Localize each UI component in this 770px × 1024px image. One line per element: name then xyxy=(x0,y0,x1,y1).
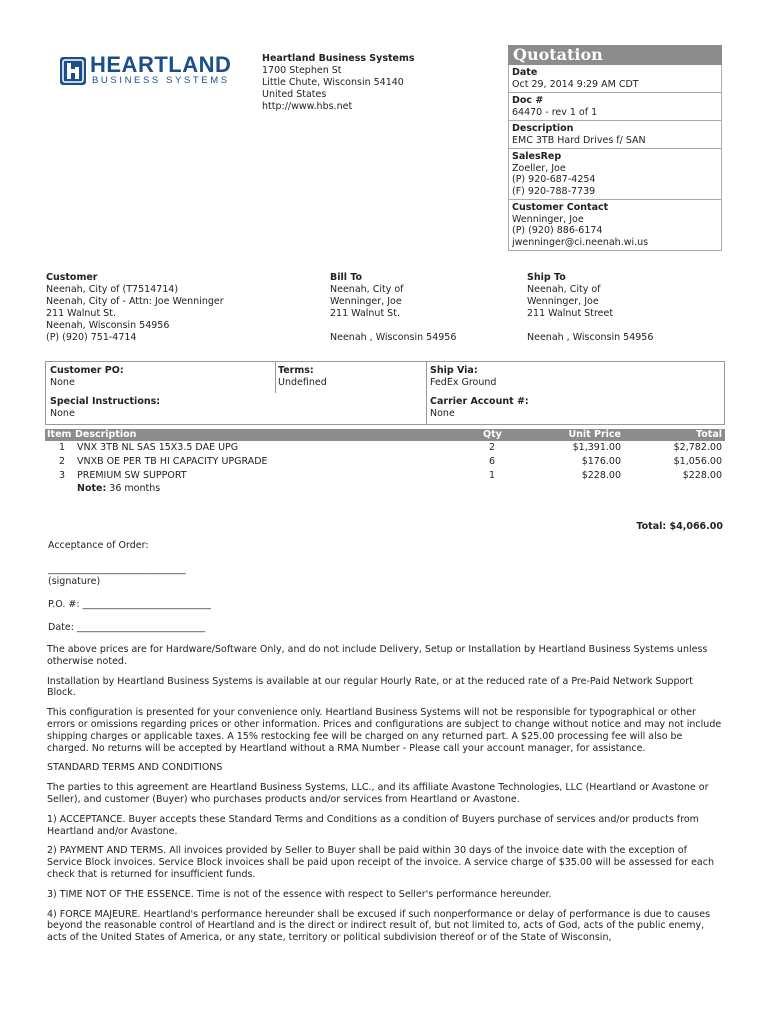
signature-line[interactable]: _____________________________ xyxy=(48,564,186,575)
customer-line4: Neenah, Wisconsin 54956 xyxy=(46,320,170,331)
customer-line3: 211 Walnut St. xyxy=(46,308,116,319)
item-total: $2,782.00 xyxy=(673,442,722,453)
doc-label: Doc # xyxy=(512,95,544,106)
contact-phone: (P) (920) 886-6174 xyxy=(512,225,603,236)
heartland-logo-icon xyxy=(60,57,86,85)
item-qty: 1 xyxy=(489,470,496,481)
bill-to-label: Bill To xyxy=(330,272,363,283)
quotation-panel xyxy=(508,45,722,251)
bill-to-line4: Neenah , Wisconsin 54956 xyxy=(330,332,457,343)
terms-label: Terms: xyxy=(278,365,314,376)
customer-label: Customer xyxy=(46,272,98,283)
order-info-box xyxy=(45,361,725,425)
item-description: VNXB OE PER TB HI CAPACITY UPGRADE xyxy=(77,456,268,467)
customer-po-cell xyxy=(50,365,124,389)
company-address-line1: 1700 Stephen St xyxy=(262,65,342,76)
quotation-title: Quotation xyxy=(508,45,722,65)
terms-cell xyxy=(278,365,327,389)
contact-name: Wenninger, Joe xyxy=(512,213,584,225)
item-description: VNX 3TB NL SAS 15X3.5 DAE UPG xyxy=(77,442,239,453)
quotation-date-cell xyxy=(508,65,722,93)
terms-paragraph: 1) ACCEPTANCE. Buyer accepts these Standard Terms and Conditions as a condition of Buyers purchase of services and/or products from Heartland and/or Avastone. xyxy=(47,813,699,837)
terms-paragraph: Installation by Heartland Business Systems is available at our regular Hourly Rate, or at the reduced rate of a Pre-Paid Network Support Block. xyxy=(47,675,693,699)
company-address-block xyxy=(262,53,415,113)
company-website[interactable]: http://www.hbs.net xyxy=(262,101,353,112)
quotation-doc-cell xyxy=(508,93,722,121)
quotation-salesrep-cell xyxy=(508,149,722,200)
grand-total-value: $4,066.00 xyxy=(669,521,723,532)
company-address-line2: Little Chute, Wisconsin 54140 xyxy=(262,77,404,88)
table-header xyxy=(45,429,725,441)
grand-total xyxy=(636,521,723,532)
doc-value: 64470 - rev 1 of 1 xyxy=(512,106,598,118)
salesrep-label: SalesRep xyxy=(512,151,562,162)
company-name: Heartland Business Systems xyxy=(262,53,415,64)
customer-line1: Neenah, City of (T7514714) xyxy=(46,284,179,295)
terms-heading: STANDARD TERMS AND CONDITIONS xyxy=(47,762,223,774)
item-note-label: Note: xyxy=(77,483,107,494)
company-country: United States xyxy=(262,89,327,100)
ship-to-line2: Wenninger, Joe xyxy=(527,296,599,307)
ship-to-label: Ship To xyxy=(527,272,566,283)
customer-po-label: Customer PO: xyxy=(50,365,124,376)
bill-to-block xyxy=(330,272,456,344)
item-note-value: 36 months xyxy=(109,483,161,494)
special-instructions-label: Special Instructions: xyxy=(50,396,161,407)
item-note xyxy=(77,483,160,495)
ship-via-value: FedEx Ground xyxy=(430,377,497,388)
terms-paragraph: 4) FORCE MAJEURE. Heartland's performance hereunder shall be excused if such nonperformance or delay of performance is due to causes beyond the reasonable control of Heartland and is the direct or indirect result of, but not limited to, acts of God, acts of the public enemy, acts of the United States of America, or any state, territory or political subdivision thereof or of the State of Wisconsin, xyxy=(47,908,711,944)
company-logo xyxy=(60,52,248,89)
carrier-account-label: Carrier Account #: xyxy=(430,396,529,407)
line-items-table xyxy=(45,429,725,495)
special-instructions-value: None xyxy=(50,408,75,419)
bill-to-line3: 211 Walnut St. xyxy=(330,308,400,319)
header-item: Item xyxy=(47,429,72,440)
item-note-row xyxy=(45,483,725,495)
ship-to-line4: Neenah , Wisconsin 54956 xyxy=(527,332,654,343)
item-number: 2 xyxy=(59,456,66,467)
terms-paragraph: The above prices are for Hardware/Software Only, and do not include Delivery, Setup or Installation by Heartland Business Systems unless otherwise noted. xyxy=(47,644,708,667)
acceptance-block xyxy=(48,540,211,634)
table-row xyxy=(45,469,725,483)
special-instructions-cell xyxy=(50,396,160,420)
item-qty: 2 xyxy=(489,442,496,453)
terms-paragraph: The parties to this agreement are Heartland Business Systems, LLC., and its affiliate Avastone Technologies, LLC (Heartland or Avastone or Seller), and customer (Buyer) who purchases products and/or services from Heartland or Avastone. xyxy=(47,782,709,805)
ship-via-label: Ship Via: xyxy=(430,365,478,376)
item-total: $228.00 xyxy=(682,470,722,481)
item-total: $1,056.00 xyxy=(673,456,722,467)
date-line[interactable]: Date: ___________________________ xyxy=(48,622,206,633)
quotation-description-cell xyxy=(508,121,722,149)
customer-line5: (P) (920) 751-4714 xyxy=(46,332,137,343)
item-description: PREMIUM SW SUPPORT xyxy=(77,470,187,481)
item-unit-price: $1,391.00 xyxy=(572,442,621,453)
terms-paragraph: 3) TIME NOT OF THE ESSENCE. Time is not of the essence with respect to Seller's performance hereunder. xyxy=(47,888,552,900)
header-qty: Qty xyxy=(483,429,502,440)
date-value: Oct 29, 2014 9:29 AM CDT xyxy=(512,78,639,90)
grand-total-label: Total: xyxy=(636,521,667,532)
carrier-account-value: None xyxy=(430,408,455,419)
acceptance-label: Acceptance of Order: xyxy=(48,540,149,551)
header-unit-price: Unit Price xyxy=(568,429,621,440)
salesrep-name: Zoeller, Joe xyxy=(512,162,566,174)
bill-to-line2: Wenninger, Joe xyxy=(330,296,402,307)
table-row xyxy=(45,455,725,469)
item-number: 1 xyxy=(59,442,66,453)
salesrep-fax: (F) 920-788-7739 xyxy=(512,185,596,197)
carrier-account-cell xyxy=(430,396,529,420)
terms-paragraph: 2) PAYMENT AND TERMS. All invoices provided by Seller to Buyer shall be paid within 30 days of the invoice date with the exception of Service Block invoices. Service Block invoices shall be paid upon receipt of the invoice. A service charge of $35.00 will be assessed for each check that is returned for insufficient funds. xyxy=(47,845,714,880)
item-qty: 6 xyxy=(489,456,496,467)
ship-via-cell xyxy=(430,365,496,389)
item-unit-price: $228.00 xyxy=(581,470,621,481)
ship-to-line3: 211 Walnut Street xyxy=(527,308,614,319)
signature-label: (signature) xyxy=(48,576,101,587)
description-label: Description xyxy=(512,123,574,134)
ship-to-line1: Neenah, City of xyxy=(527,284,601,295)
terms-value: Undefined xyxy=(278,377,327,388)
terms-and-conditions xyxy=(47,644,723,952)
logo-tagline: BUSINESS SYSTEMS xyxy=(92,75,230,86)
customer-po-value: None xyxy=(50,377,75,388)
logo-wordmark: HEARTLAND xyxy=(90,52,232,77)
date-label: Date xyxy=(512,67,538,78)
description-value: EMC 3TB Hard Drives f/ SAN xyxy=(512,134,646,146)
customer-block xyxy=(46,272,224,344)
header-description: Description xyxy=(75,429,137,440)
bill-to-line1: Neenah, City of xyxy=(330,284,404,295)
po-number-line[interactable]: P.O. #: ___________________________ xyxy=(48,599,211,610)
terms-paragraph: This configuration is presented for your convenience only. Heartland Business Systems will not be responsible for typographical or other errors or omissions regarding prices or other information. Prices and configurations are subject to change without notice and may not include shipping charges or applicable taxes. A 15% restocking fee will be charged on any returned part. A $25.00 processing fee will also be charged. No returns will be accepted by Heartland without a RMA Number - Please call your account manager, for assistance. xyxy=(47,707,722,754)
table-row xyxy=(45,441,725,455)
header-total: Total xyxy=(696,429,722,440)
contact-email[interactable]: jwenninger@ci.neenah.wi.us xyxy=(512,236,649,248)
customer-line2: Neenah, City of - Attn: Joe Wenninger xyxy=(46,296,224,307)
ship-to-block xyxy=(527,272,653,344)
item-unit-price: $176.00 xyxy=(581,456,621,467)
contact-label: Customer Contact xyxy=(512,202,609,213)
salesrep-phone: (P) 920-687-4254 xyxy=(512,174,596,185)
quotation-contact-cell xyxy=(508,200,722,251)
item-number: 3 xyxy=(59,470,66,481)
